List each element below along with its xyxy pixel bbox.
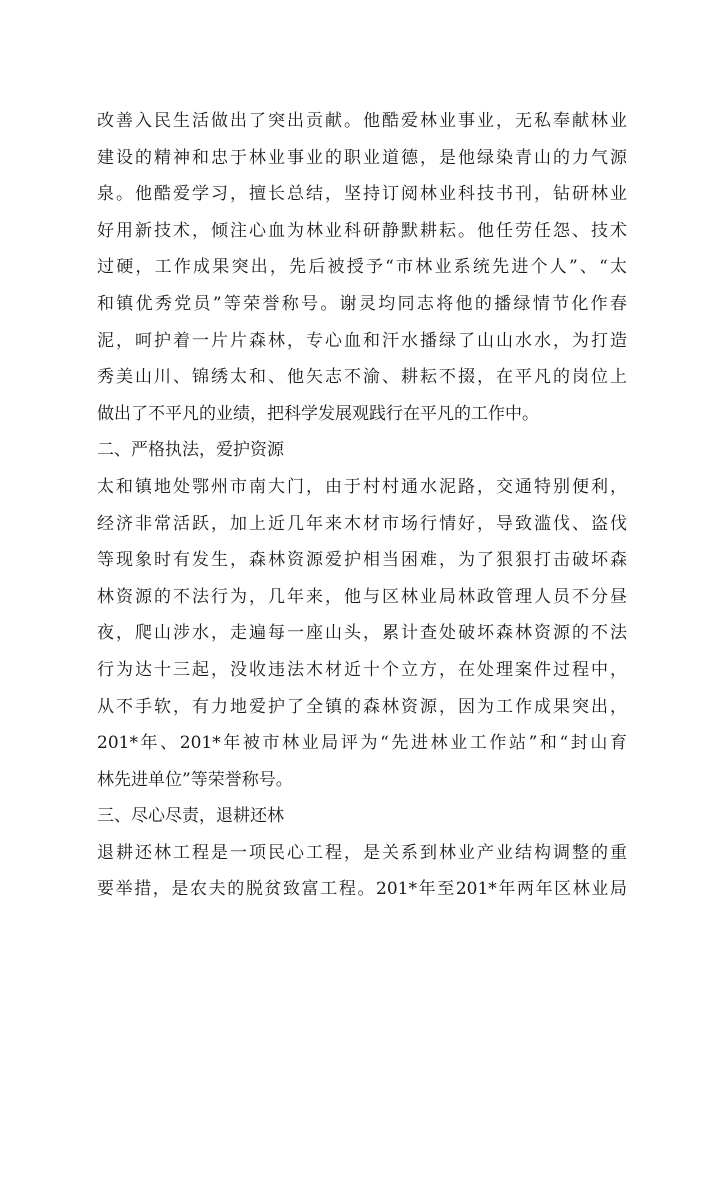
text-line: 退耕还林工程是一项民心工程，是关系到林业产业结构调整的重 [97, 842, 627, 863]
document-body [97, 103, 627, 908]
text-line: 要举措，是农夫的脱贫致富工程。201*年至201*年两年区林业局 [97, 879, 627, 900]
text-line: 改善入民生活做出了突出贡献。他酷爱林业事业，无私奉献林业 [97, 111, 627, 131]
text-line: 泥，呵护着一片片森林，专心血和汗水播绿了山山水水，为打造 [97, 330, 627, 351]
text-line: 林先进单位”等荣誉称号。 [97, 769, 293, 790]
text-line: 二、严格执法，爱护资源 [97, 440, 284, 461]
text-line: 等现象时有发生，森林资源爱护相当困难，为了狠狠打击破坏森 [97, 550, 627, 571]
text-line: 建设的精神和忠于林业事业的职业道德，是他绿染青山的力气源 [97, 147, 627, 168]
text-line: 好用新技术，倾注心血为林业科研静默耕耘。他任劳任怨、技术 [97, 220, 627, 241]
text-line: 秀美山川、锦绣太和、他矢志不渝、耕耘不掇，在平凡的岗位上 [97, 367, 627, 388]
text-line: 从不手软，有力地爱护了全镇的森林资源，因为工作成果突出， [97, 696, 627, 717]
text-line: 林资源的不法行为，几年来，他与区林业局林政管理人员不分昼 [97, 586, 627, 607]
text-line: 行为达十三起，没收违法木材近十个立方，在处理案件过程中， [97, 659, 627, 680]
text-line: 做出了不平凡的业绩，把科学发展观践行在平凡的工作中。 [97, 403, 539, 424]
text-line: 过硬，工作成果突出，先后被授予“市林业系统先进个人”、“太 [97, 257, 627, 278]
text-line: 201*年、201*年被市林业局评为“先进林业工作站”和“封山育 [97, 733, 627, 754]
text-line: 太和镇地处鄂州市南大门，由于村村通水泥路，交通特别便利， [97, 476, 627, 497]
text-line: 三、尽心尽责，退耕还林 [97, 806, 284, 827]
text-line: 泉。他酷爱学习，擅长总结，坚持订阅林业科技书刊，钻研林业 [97, 184, 627, 205]
text-line: 和镇优秀党员”等荣誉称号。谢灵均同志将他的播绿情节化作春 [97, 293, 627, 314]
text-line: 经济非常活跃，加上近几年来木材市场行情好，导致滥伐、盗伐 [97, 513, 627, 534]
text-line: 夜，爬山涉水，走遍每一座山头，累计查处破坏森林资源的不法 [97, 623, 627, 644]
